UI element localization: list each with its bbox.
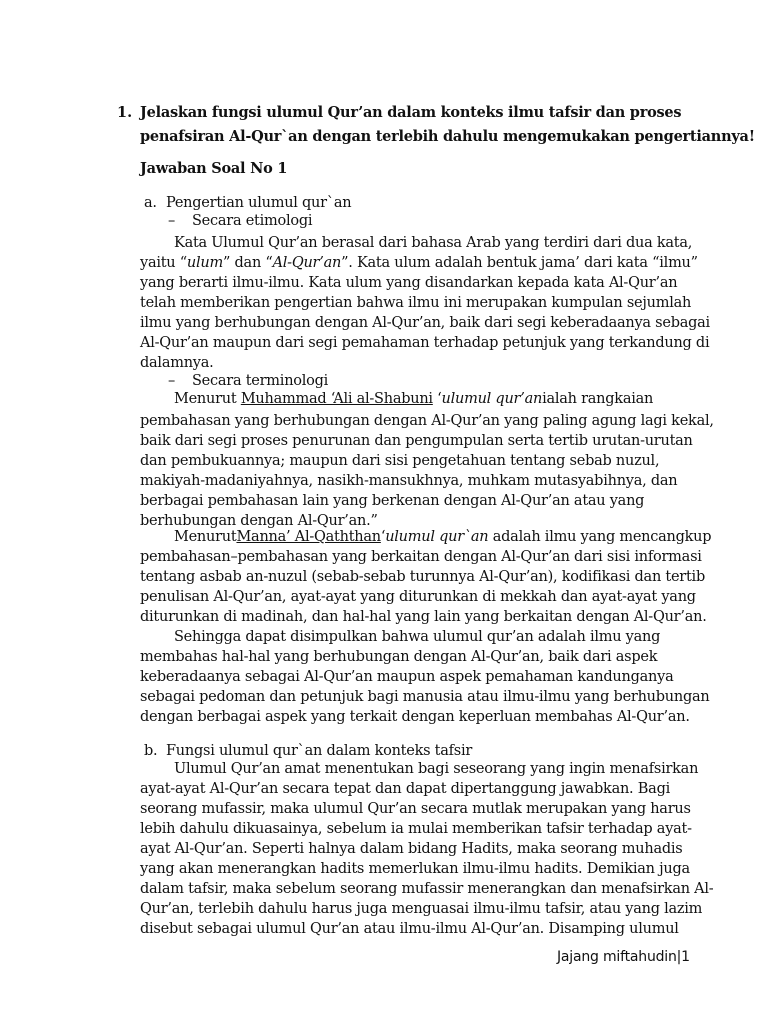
etimologi-line-5: ilmu yang berhubungan dengan Al-Qur’an, baik dari segi keberadaanya sebagai	[140, 315, 710, 331]
terminologi-p1: Menurut Muhammad ‘Ali al-Shabuni ‘ulumul qur’anialah rangkaian	[174, 391, 654, 407]
section-b-title: Fungsi ulumul qur`an dalam konteks tafsir	[166, 743, 473, 759]
terminologi-p7: berhubungan dengan Al-Qur’an.”	[140, 513, 378, 529]
etimologi-line-7: dalamnya.	[140, 355, 214, 371]
section-b-line-3: seorang mufassir, maka ulumul Qur’an secara mutlak merupakan yang harus	[140, 801, 691, 817]
conclusion-line-2: membahas hal-hal yang berhubungan dengan Al-Qur’an, baik dari aspek	[140, 649, 658, 665]
etimologi-line-3: yang berarti ilmu-ilmu. Kata ulum yang disandarkan kepada kata Al-Qur’an	[140, 275, 678, 291]
answer-heading: Jawaban Soal No 1	[140, 160, 288, 177]
terminologi-q3: tentang asbab an-nuzul (sebab-sebab turunnya Al-Qur’an), kodifikasi dan tertib	[140, 569, 705, 585]
terminologi-dash: –	[168, 373, 175, 389]
section-b-line-5: ayat Al-Qur’an. Seperti halnya dalam bidang Hadits, maka seorang muhadis	[140, 841, 683, 857]
qaththan-link: Manna’ Al-Qaththan	[236, 529, 381, 545]
etimologi-dash: –	[168, 213, 175, 229]
question-line-1: Jelaskan fungsi ulumul Qur’an dalam konteks ilmu tafsir dan proses	[140, 104, 682, 121]
section-b-line-1: Ulumul Qur’an amat menentukan bagi seseorang yang ingin menafsirkan	[174, 761, 699, 777]
section-a-title: Pengertian ulumul qur`an	[166, 195, 352, 211]
terminologi-p6: berbagai pembahasan lain yang berkenan dengan Al-Qur’an atau yang	[140, 493, 645, 509]
question-line-2: penafsiran Al-Qur`an dengan terlebih dahulu mengemukakan pengertiannya!	[140, 128, 755, 145]
terminologi-p2: pembahasan yang berhubungan dengan Al-Qur’an yang paling agung lagi kekal,	[140, 413, 714, 429]
terminologi-q2: pembahasan–pembahasan yang berkaitan dengan Al-Qur’an dari sisi informasi	[140, 549, 702, 565]
etimologi-line-6: Al-Qur’an maupun dari segi pemahaman terhadap petunjuk yang terkandung di	[140, 335, 710, 351]
conclusion-line-3: keberadaanya sebagai Al-Qur’an maupun aspek pemahaman kandunganya	[140, 669, 674, 685]
etimologi-line-1: Kata Ulumul Qur’an berasal dari bahasa Arab yang terdiri dari dua kata,	[174, 235, 693, 251]
terminologi-label: Secara terminologi	[192, 373, 329, 389]
terminologi-p4: dan pembukuannya; maupun dari sisi pengetahuan tentang sebab nuzul,	[140, 453, 660, 469]
terminologi-q1: MenurutManna’ Al-Qaththan‘ulumul qur`an adalah ilmu yang mencangkup	[174, 529, 712, 545]
conclusion-line-5: dengan berbagai aspek yang terkait dengan keperluan membahas Al-Qur’an.	[140, 709, 690, 725]
section-b-line-9: disebut sebagai ulumul Qur’an atau ilmu-ilmu Al-Qur’an. Disamping ulumul	[140, 921, 679, 937]
terminologi-q4: penulisan Al-Qur’an, ayat-ayat yang diturunkan di mekkah dan ayat-ayat yang	[140, 589, 696, 605]
terminologi-q5: diturunkan di madinah, dan hal-hal yang lain yang berkaitan dengan Al-Qur’an.	[140, 609, 707, 625]
section-b-line-8: Qur’an, terlebih dahulu harus juga menguasai ilmu-ilmu tafsir, atau yang lazim	[140, 901, 703, 917]
etimologi-line-2: yaitu “ulum” dan “Al-Qur’an”. Kata ulum adalah bentuk jama’ dari kata “ilmu”	[140, 255, 698, 271]
section-b-line-6: yang akan menerangkan hadits memerlukan ilmu-ilmu hadits. Demikian juga	[140, 861, 690, 877]
section-b-marker: b.	[144, 743, 158, 759]
conclusion-line-4: sebagai pedoman dan petunjuk bagi manusia atau ilmu-ilmu yang berhubungan	[140, 689, 710, 705]
section-b-line-2: ayat-ayat Al-Qur’an secara tepat dan dapat dipertanggung jawabkan. Bagi	[140, 781, 670, 797]
terminologi-p3: baik dari segi proses penurunan dan pengumpulan serta tertib urutan-urutan	[140, 433, 693, 449]
page-footer: Jajang miftahudin|1	[557, 949, 690, 965]
section-a-marker: a.	[144, 195, 157, 211]
terminologi-p5: makiyah-madaniyahnya, nasikh-mansukhnya, muhkam mutasyabihnya, dan	[140, 473, 678, 489]
etimologi-label: Secara etimologi	[192, 213, 313, 229]
section-b-line-7: dalam tafsir, maka sebelum seorang mufassir menerangkan dan menafsirkan Al-	[140, 881, 714, 897]
section-b-line-4: lebih dahulu dikuasainya, sebelum ia mulai memberikan tafsir terhadap ayat-	[140, 821, 692, 837]
etimologi-line-4: telah memberikan pengertian bahwa ilmu ini merupakan kumpulan sejumlah	[140, 295, 692, 311]
shabuni-link: Muhammad ‘Ali al-Shabuni	[240, 391, 433, 407]
conclusion-line-1: Sehingga dapat disimpulkan bahwa ulumul qur’an adalah ilmu yang	[174, 629, 661, 645]
question-number: 1.	[117, 104, 133, 121]
